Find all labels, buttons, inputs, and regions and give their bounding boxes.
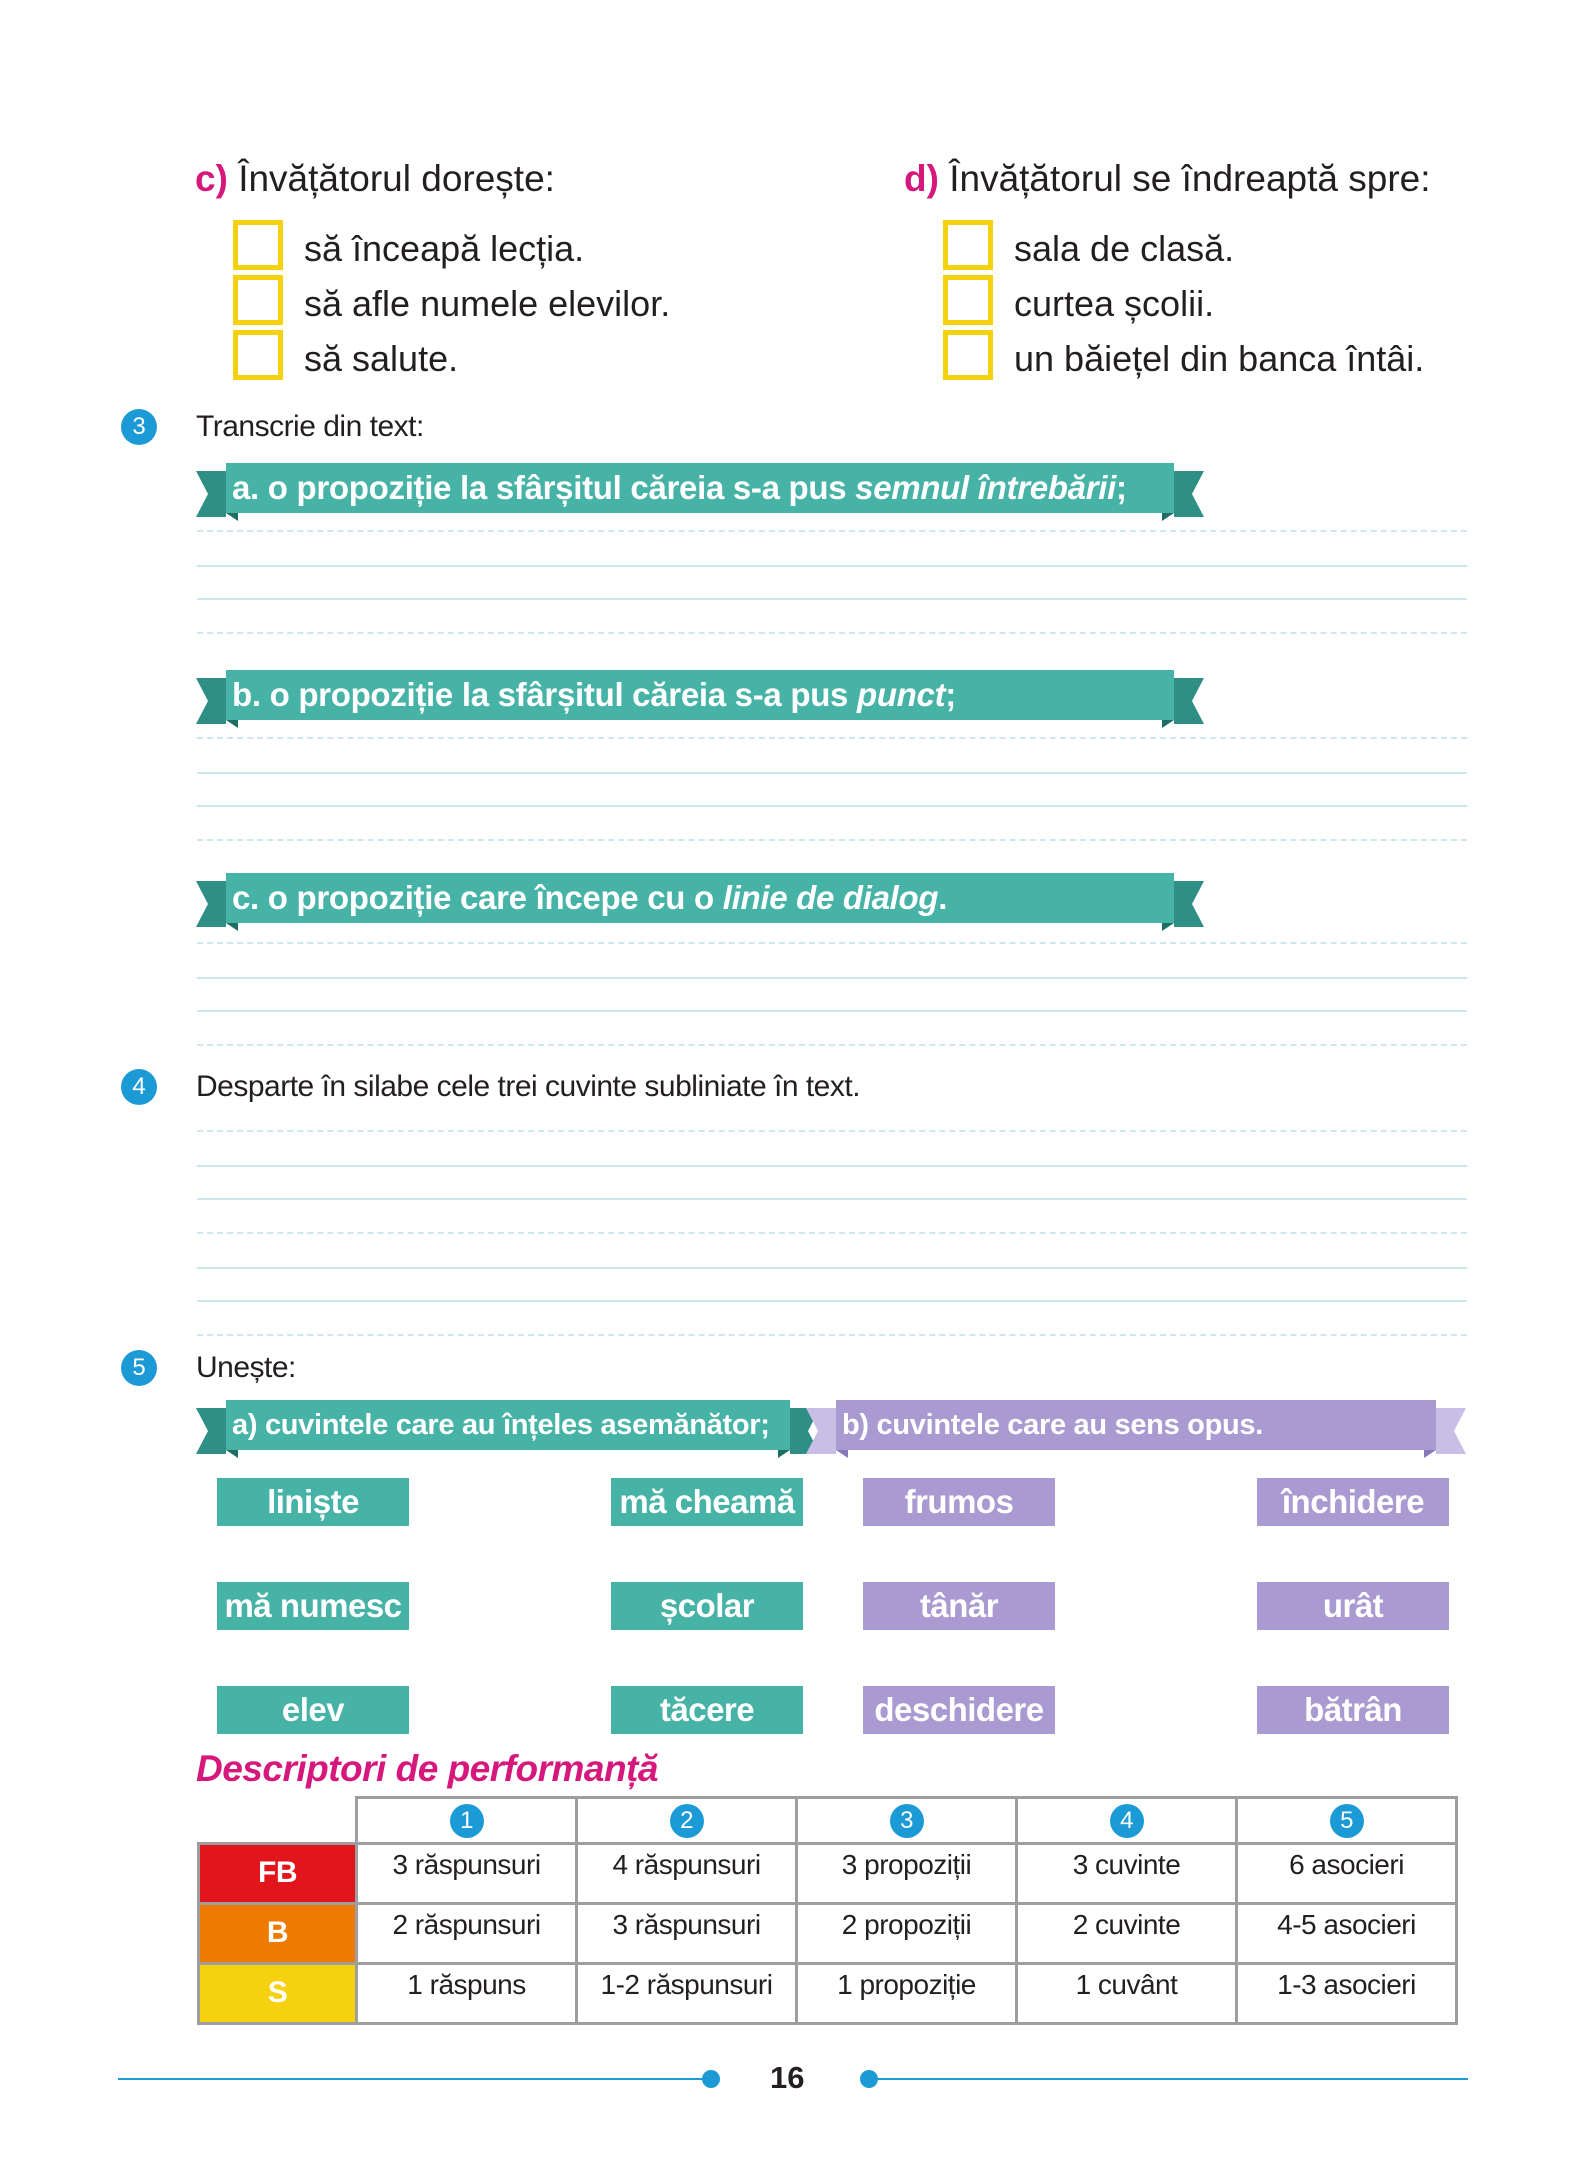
word-card[interactable]: liniște [217,1478,409,1526]
writing-line[interactable] [197,839,1467,841]
question-d-title: Învățătorul se îndreaptă spre: [949,158,1431,199]
question-d-heading [904,158,1431,200]
descriptors-table [197,1796,1458,2025]
writing-line[interactable] [197,942,1467,944]
writing-line[interactable] [197,805,1467,807]
table-row [199,1844,1457,1904]
task-5b-banner [806,1400,1466,1450]
word-card[interactable]: tăcere [611,1686,803,1734]
task-3b-banner [196,670,1204,720]
checkbox-d-2[interactable] [943,275,993,325]
table-header-row [199,1798,1457,1844]
table-cell: 4 răspunsuri [577,1844,797,1904]
task-4-instruction: Desparte în silabe cele trei cuvinte subliniate în text. [196,1070,861,1103]
table-cell: 3 răspunsuri [577,1904,797,1964]
writing-line[interactable] [197,1044,1467,1046]
table-cell: 1 cuvânt [1017,1964,1237,2024]
word-card[interactable]: frumos [863,1478,1055,1526]
word-card[interactable]: mă cheamă [611,1478,803,1526]
option-d-3: un băiețel din banca întâi. [1014,338,1425,379]
writing-line[interactable] [197,530,1467,532]
task-3-instruction: Transcrie din text: [196,410,424,443]
page-number: 16 [770,2060,805,2095]
task-5a-banner [196,1400,820,1450]
question-d-letter: d) [904,158,939,199]
task-3-number: 3 [121,409,157,445]
task-5b-text: b) cuvintele care au sens opus. [836,1400,1436,1450]
option-c-3: să salute. [304,338,459,379]
option-c-1: să înceapă lecția. [304,228,585,269]
task-3b-text: b. o propoziție la sfârșitul căreia s-a pus punct; [226,670,1174,720]
task-3c-banner [196,873,1204,923]
option-d-1: sala de clasă. [1014,228,1235,269]
checkbox-d-1[interactable] [943,220,993,270]
checkbox-c-3[interactable] [233,330,283,380]
footer-line-right [870,2078,1468,2080]
writing-line[interactable] [197,1300,1467,1302]
checkbox-d-3[interactable] [943,330,993,380]
word-card[interactable]: închidere [1257,1478,1449,1526]
word-card[interactable]: școlar [611,1582,803,1630]
footer-line-left [118,2078,710,2080]
banner-tail [196,471,226,517]
table-cell: 1 răspuns [357,1964,577,2024]
table-cell: 2 cuvinte [1017,1904,1237,1964]
task-4-number: 4 [121,1069,157,1105]
banner-tail [1174,471,1204,517]
task-5a-text: a) cuvintele care au înțeles asemănător; [226,1400,790,1450]
table-cell: 1-3 asocieri [1237,1964,1457,2024]
question-c-heading [195,158,555,200]
writing-line[interactable] [197,977,1467,979]
writing-line[interactable] [197,772,1467,774]
question-c-letter: c) [195,158,228,199]
writing-line[interactable] [197,1165,1467,1167]
table-cell: 3 propoziții [797,1844,1017,1904]
table-cell: 6 asocieri [1237,1844,1457,1904]
table-cell: 1-2 răspunsuri [577,1964,797,2024]
task-5-instruction: Unește: [196,1351,296,1384]
table-corner [199,1798,357,1844]
writing-line[interactable] [197,1334,1467,1336]
row-label-fb: FB [199,1844,357,1904]
task-3a-banner [196,463,1204,513]
task-3a-text: a. o propoziție la sfârșitul căreia s-a pus semnul întrebării; [226,463,1174,513]
footer-dot-left [702,2070,720,2088]
row-label-s: S [199,1964,357,2024]
question-c-title: Învățătorul dorește: [238,158,555,199]
table-col-header: 2 [577,1798,797,1844]
table-cell: 3 cuvinte [1017,1844,1237,1904]
table-cell: 2 propoziții [797,1904,1017,1964]
task-3c-text: c. o propoziție care începe cu o linie de dialog. [226,873,1174,923]
writing-line[interactable] [197,1010,1467,1012]
writing-line[interactable] [197,565,1467,567]
word-card[interactable]: mă numesc [217,1582,409,1630]
option-d-2: curtea școlii. [1014,283,1215,324]
option-c-2: să afle numele elevilor. [304,283,671,324]
word-card[interactable]: bătrân [1257,1686,1449,1734]
checkbox-c-1[interactable] [233,220,283,270]
table-cell: 2 răspunsuri [357,1904,577,1964]
table-col-header: 4 [1017,1798,1237,1844]
table-col-header: 5 [1237,1798,1457,1844]
table-cell: 4-5 asocieri [1237,1904,1457,1964]
task-5-number: 5 [121,1350,157,1386]
table-col-header: 1 [357,1798,577,1844]
table-col-header: 3 [797,1798,1017,1844]
writing-line[interactable] [197,1130,1467,1132]
checkbox-c-2[interactable] [233,275,283,325]
writing-line[interactable] [197,737,1467,739]
writing-line[interactable] [197,1232,1467,1234]
word-card[interactable]: elev [217,1686,409,1734]
word-card[interactable]: tânăr [863,1582,1055,1630]
word-card[interactable]: urât [1257,1582,1449,1630]
word-card[interactable]: deschidere [863,1686,1055,1734]
writing-line[interactable] [197,1198,1467,1200]
table-row [199,1964,1457,2024]
row-label-b: B [199,1904,357,1964]
writing-line[interactable] [197,598,1467,600]
writing-line[interactable] [197,1267,1467,1269]
writing-line[interactable] [197,632,1467,634]
table-row [199,1904,1457,1964]
table-cell: 1 propoziție [797,1964,1017,2024]
table-cell: 3 răspunsuri [357,1844,577,1904]
descriptors-title: Descriptori de performanță [196,1748,658,1789]
